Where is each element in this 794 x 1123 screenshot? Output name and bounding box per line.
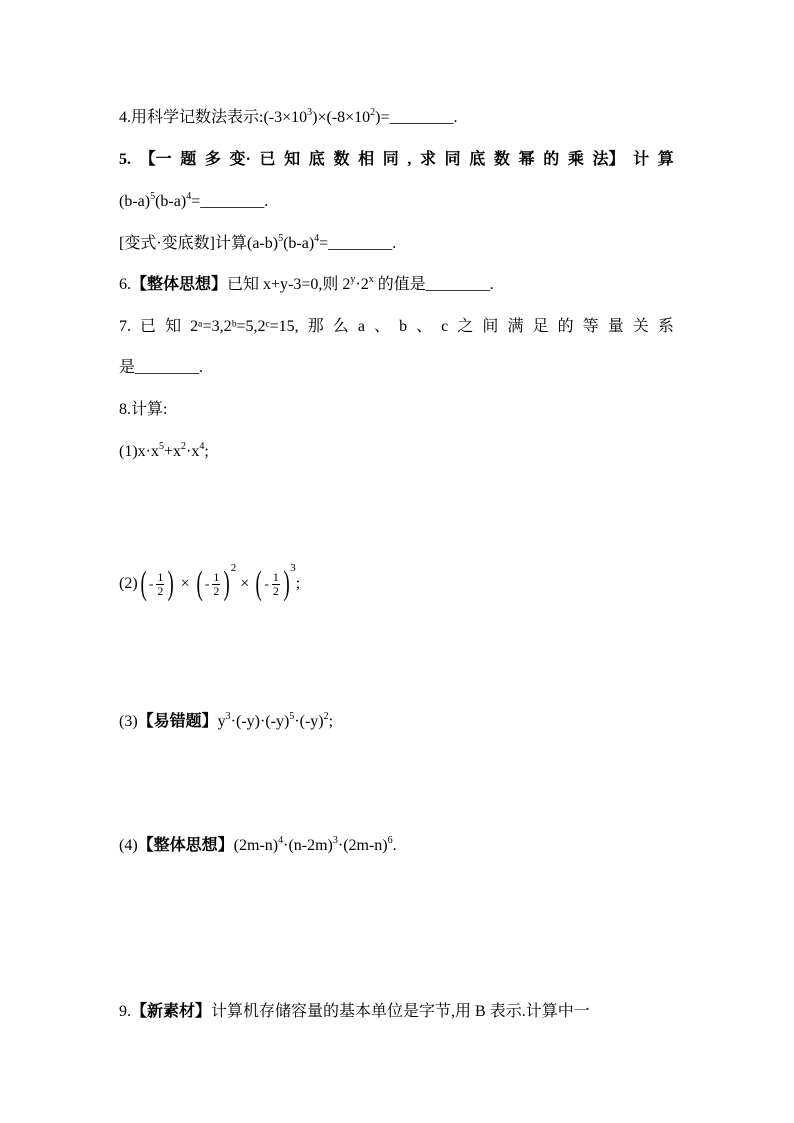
question-5-heading-segment: 同 [444, 151, 461, 168]
question-7-line1-segment: c [441, 318, 449, 335]
question-7-line1-segment: b [399, 318, 408, 335]
question-5-heading-segment: 数 [333, 151, 350, 168]
question-5-heading-segment: 底 [469, 151, 486, 168]
question-5-variant: [变式·变底数]计算$(a-b)^5(b-a)^4=\_\_\_\_\_\_\_\_$. [119, 233, 397, 252]
question-5-heading-segment: 底 [308, 151, 325, 168]
question-8-part-4: (4)【整体思想】$(2m-n)^4\cdot(n-2m)^3\cdot(2m-n)^6$. [119, 835, 397, 854]
question-7-line1-segment: 知 [165, 318, 182, 335]
question-7-line1-segment: 系 [657, 318, 674, 335]
fraction-group-3: ( - $\frac{1}{2}$ ) 3 [255, 562, 296, 602]
question-5-heading-segment: 幂 [518, 151, 535, 168]
question-7-line1-segment: 那 [307, 318, 324, 335]
question-5-heading-segment: 题 [180, 151, 197, 168]
question-7-line1-segment: 足 [532, 318, 549, 335]
question-7-line1-segment: 7. [119, 318, 131, 335]
question-5-heading [119, 150, 674, 170]
tag-holistic-thinking: 【整体思想】 [137, 837, 234, 854]
tag-new-material: 【新素材】 [131, 1003, 212, 1020]
question-5-heading-segment: 同 [382, 151, 399, 168]
question-7-line1-segment: 已 [140, 318, 157, 335]
question-7-line1-segment: 、 [374, 318, 391, 335]
tag-holistic-thinking: 【整体思想】 [131, 276, 228, 293]
question-5-heading-segment: 算 [657, 151, 674, 168]
question-9: 9.【新素材】计算机存储容量的基本单位是字节,用 B 表示.计算中一 [119, 1003, 590, 1020]
question-5-heading-segment: 乘 [567, 151, 584, 168]
question-5-heading-segment: 5. [119, 151, 131, 168]
question-7-line1-segment: 等 [582, 318, 599, 335]
question-7-line1-segment: 2ᵃ=3,2ᵇ=5,2ᶜ=15, [190, 318, 299, 335]
question-5-heading-segment: 变· [229, 151, 251, 168]
question-7-line2: 是________. [119, 359, 204, 376]
question-5-heading-segment: 相 [358, 151, 375, 168]
question-5-heading-segment: 知 [284, 151, 301, 168]
question-7-line1-segment: 之 [457, 318, 474, 335]
question-5-heading-segment: 求 [419, 151, 436, 168]
fraction-group-2: ( - $\frac{1}{2}$ ) 2 [196, 562, 237, 602]
question-7-line1-segment: 么 [332, 318, 349, 335]
question-5-expression: $(b-a)^5(b-a)^4=\_\_\_\_\_\_\_\_$. [119, 191, 269, 210]
question-7-line1-segment: 的 [557, 318, 574, 335]
question-8-part-3: (3)【易错题】$y^3\cdot(-y)\cdot(-y)^5\cdot(-y)^2$; [119, 711, 334, 730]
question-5-heading-segment: 【一 [139, 151, 172, 168]
question-7-line1-segment: 量 [607, 318, 624, 335]
question-7-line1-segment: 关 [632, 318, 649, 335]
question-7-line1-segment: 间 [482, 318, 499, 335]
question-5-heading-segment: , [407, 151, 412, 168]
question-8-title: 8.计算: [119, 401, 168, 418]
question-7-line1 [119, 317, 674, 337]
fraction-group-1: ( - $\frac{1}{2}$ ) [140, 565, 175, 602]
question-5-heading-segment: 法】 [592, 151, 625, 168]
question-8-part-2: (2) ( - $\frac{1}{2}$ ) × ( - $\frac{1}{2}$ ) 2 × ( - $\frac{1}{2}$ ) 3 ; [119, 562, 301, 602]
question-5-heading-segment: 数 [493, 151, 510, 168]
question-4: 4.用科学记数法表示$:(-3\times 10^3)\times(-8\times 10^2)=\_\_\_\_\_\_\_\_$. [119, 107, 458, 126]
question-7-line1-segment: 满 [507, 318, 524, 335]
question-5-heading-segment: 多 [204, 151, 221, 168]
tag-error-prone: 【易错题】 [137, 713, 218, 730]
question-6: 6.【整体思想】已知 x+y-3=0,则 $2^y\cdot 2^x$ 的值是________. [119, 274, 494, 293]
question-5-heading-segment: 已 [259, 151, 276, 168]
question-5-heading-segment: 计 [633, 151, 650, 168]
question-5-heading-segment: 的 [543, 151, 560, 168]
question-7-line1-segment: a [357, 318, 365, 335]
question-8-part-1: $(1)x\cdot x^5+x^2\cdot x^4$; [119, 441, 209, 460]
question-7-line1-segment: 、 [416, 318, 433, 335]
